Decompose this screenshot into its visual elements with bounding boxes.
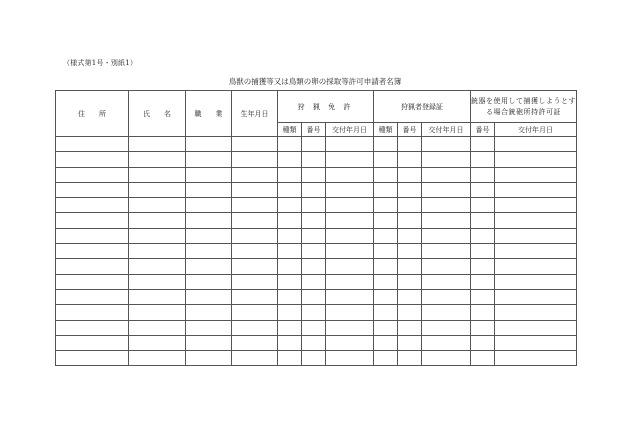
table-cell bbox=[56, 167, 129, 182]
table-cell bbox=[326, 244, 374, 259]
table-cell bbox=[186, 228, 232, 243]
table-cell bbox=[495, 198, 577, 213]
table-cell bbox=[186, 213, 232, 228]
table-cell bbox=[278, 167, 302, 182]
table-cell bbox=[495, 289, 577, 304]
table-cell bbox=[422, 228, 471, 243]
table-cell bbox=[186, 305, 232, 320]
table-cell bbox=[471, 228, 495, 243]
table-cell bbox=[471, 259, 495, 274]
table-cell bbox=[302, 320, 326, 335]
table-cell bbox=[278, 182, 302, 197]
table-cell bbox=[186, 152, 232, 167]
table-cell bbox=[129, 259, 186, 274]
header-gun-permit: 銃器を使用して捕獲しようとする場合銃砲所持許可証 bbox=[471, 91, 577, 123]
table-row bbox=[56, 320, 577, 335]
table-cell bbox=[374, 320, 398, 335]
table-cell bbox=[471, 198, 495, 213]
table-cell bbox=[232, 244, 278, 259]
table-cell bbox=[374, 244, 398, 259]
table-cell bbox=[326, 305, 374, 320]
table-cell bbox=[186, 244, 232, 259]
table-cell bbox=[495, 213, 577, 228]
table-cell bbox=[495, 274, 577, 289]
table-cell bbox=[278, 213, 302, 228]
table-cell bbox=[422, 152, 471, 167]
table-cell bbox=[326, 320, 374, 335]
applicant-register-table bbox=[55, 90, 577, 366]
table-cell bbox=[398, 305, 422, 320]
table-cell bbox=[326, 335, 374, 350]
table-cell bbox=[232, 137, 278, 152]
table-cell bbox=[422, 213, 471, 228]
table-cell bbox=[398, 198, 422, 213]
form-number-label: （様式第1号・別紙1） bbox=[63, 59, 138, 67]
table-cell bbox=[232, 305, 278, 320]
table-cell bbox=[56, 335, 129, 350]
table-cell bbox=[302, 228, 326, 243]
table-cell bbox=[278, 305, 302, 320]
table-cell bbox=[374, 305, 398, 320]
table-cell bbox=[129, 137, 186, 152]
table-cell bbox=[374, 351, 398, 366]
table-cell bbox=[398, 182, 422, 197]
table-cell bbox=[471, 213, 495, 228]
table-cell bbox=[471, 305, 495, 320]
table-cell bbox=[495, 244, 577, 259]
table-row bbox=[56, 213, 577, 228]
table-cell bbox=[471, 152, 495, 167]
document-title: 鳥獣の捕獲等又は鳥類の卵の採取等許可申請者名簿 bbox=[228, 77, 402, 86]
table-cell bbox=[422, 244, 471, 259]
table-cell bbox=[374, 167, 398, 182]
table-cell bbox=[232, 351, 278, 366]
table-cell bbox=[129, 305, 186, 320]
table-cell bbox=[56, 274, 129, 289]
table-row bbox=[56, 305, 577, 320]
table-cell bbox=[422, 305, 471, 320]
table-cell bbox=[326, 198, 374, 213]
table-cell bbox=[374, 274, 398, 289]
table-cell bbox=[56, 259, 129, 274]
table-cell bbox=[374, 213, 398, 228]
table-cell bbox=[232, 152, 278, 167]
table-cell bbox=[326, 351, 374, 366]
table-cell bbox=[471, 137, 495, 152]
subheader-registration-type: 種類 bbox=[374, 123, 398, 137]
table-cell bbox=[302, 213, 326, 228]
table-cell bbox=[495, 152, 577, 167]
table-cell bbox=[56, 198, 129, 213]
table-cell bbox=[302, 274, 326, 289]
table-cell bbox=[422, 335, 471, 350]
table-cell bbox=[326, 152, 374, 167]
table-cell bbox=[129, 213, 186, 228]
table-cell bbox=[398, 320, 422, 335]
table-cell bbox=[374, 289, 398, 304]
table-cell bbox=[422, 259, 471, 274]
table-cell bbox=[374, 182, 398, 197]
table-cell bbox=[495, 167, 577, 182]
table-cell bbox=[422, 167, 471, 182]
table-cell bbox=[471, 182, 495, 197]
header-row bbox=[56, 91, 577, 123]
table-cell bbox=[186, 320, 232, 335]
table-row bbox=[56, 259, 577, 274]
table-cell bbox=[398, 351, 422, 366]
table-row bbox=[56, 137, 577, 152]
table-cell bbox=[398, 289, 422, 304]
table-row bbox=[56, 198, 577, 213]
subheader-license-type: 種類 bbox=[278, 123, 302, 137]
table-cell bbox=[471, 274, 495, 289]
table-cell bbox=[398, 137, 422, 152]
table-cell bbox=[374, 228, 398, 243]
table-cell bbox=[186, 198, 232, 213]
table-cell bbox=[422, 198, 471, 213]
table-cell bbox=[232, 198, 278, 213]
table-cell bbox=[326, 289, 374, 304]
header-birthdate: 生年月日 bbox=[232, 91, 278, 137]
table-cell bbox=[278, 244, 302, 259]
table-cell bbox=[374, 198, 398, 213]
table-cell bbox=[129, 228, 186, 243]
table-cell bbox=[232, 320, 278, 335]
table-cell bbox=[495, 228, 577, 243]
table-cell bbox=[374, 137, 398, 152]
table-cell bbox=[495, 320, 577, 335]
table-cell bbox=[129, 289, 186, 304]
table-cell bbox=[232, 228, 278, 243]
table-cell bbox=[56, 244, 129, 259]
table-cell bbox=[326, 137, 374, 152]
table-cell bbox=[186, 274, 232, 289]
table-cell bbox=[302, 167, 326, 182]
table-cell bbox=[398, 274, 422, 289]
subheader-registration-issue-date: 交付年月日 bbox=[422, 123, 471, 137]
table-row bbox=[56, 182, 577, 197]
table-cell bbox=[186, 182, 232, 197]
table-cell bbox=[471, 244, 495, 259]
table-cell bbox=[495, 335, 577, 350]
table-cell bbox=[302, 305, 326, 320]
table-cell bbox=[471, 167, 495, 182]
header-occupation: 職 業 bbox=[186, 91, 232, 137]
table-cell bbox=[278, 351, 302, 366]
table-cell bbox=[232, 259, 278, 274]
table-cell bbox=[278, 228, 302, 243]
table-cell bbox=[56, 320, 129, 335]
table-row bbox=[56, 152, 577, 167]
table-cell bbox=[186, 137, 232, 152]
table-cell bbox=[326, 259, 374, 274]
table-cell bbox=[422, 137, 471, 152]
table-cell bbox=[232, 213, 278, 228]
table-cell bbox=[495, 137, 577, 152]
table-cell bbox=[398, 213, 422, 228]
table-cell bbox=[495, 351, 577, 366]
table-cell bbox=[326, 167, 374, 182]
table-row bbox=[56, 289, 577, 304]
table-row bbox=[56, 244, 577, 259]
table-cell bbox=[278, 152, 302, 167]
table-cell bbox=[186, 259, 232, 274]
table-cell bbox=[302, 351, 326, 366]
table-cell bbox=[129, 167, 186, 182]
subheader-license-issue-date: 交付年月日 bbox=[326, 123, 374, 137]
table-cell bbox=[232, 182, 278, 197]
table-cell bbox=[186, 167, 232, 182]
table-cell bbox=[129, 320, 186, 335]
table-cell bbox=[326, 274, 374, 289]
table-cell bbox=[186, 335, 232, 350]
table-cell bbox=[326, 213, 374, 228]
table-cell bbox=[278, 335, 302, 350]
table-cell bbox=[232, 167, 278, 182]
table-row bbox=[56, 167, 577, 182]
table-cell bbox=[129, 351, 186, 366]
table-cell bbox=[56, 289, 129, 304]
table-cell bbox=[398, 228, 422, 243]
table-cell bbox=[302, 152, 326, 167]
table-cell bbox=[232, 335, 278, 350]
table-cell bbox=[129, 335, 186, 350]
table-cell bbox=[278, 320, 302, 335]
table-cell bbox=[374, 259, 398, 274]
table-cell bbox=[302, 259, 326, 274]
table-cell bbox=[129, 274, 186, 289]
table-cell bbox=[129, 182, 186, 197]
table-row bbox=[56, 274, 577, 289]
table-cell bbox=[56, 305, 129, 320]
table-cell bbox=[302, 335, 326, 350]
subheader-registration-number: 番号 bbox=[398, 123, 422, 137]
table-cell bbox=[278, 274, 302, 289]
subheader-permit-number: 番号 bbox=[471, 123, 495, 137]
table-cell bbox=[495, 182, 577, 197]
table-cell bbox=[129, 198, 186, 213]
table-cell bbox=[186, 351, 232, 366]
table-cell bbox=[398, 152, 422, 167]
table-cell bbox=[278, 137, 302, 152]
table-cell bbox=[495, 259, 577, 274]
table-cell bbox=[422, 182, 471, 197]
table-cell bbox=[129, 152, 186, 167]
table-cell bbox=[56, 152, 129, 167]
table-cell bbox=[56, 137, 129, 152]
table-cell bbox=[56, 182, 129, 197]
subheader-license-number: 番号 bbox=[302, 123, 326, 137]
header-name: 氏 名 bbox=[129, 91, 186, 137]
table-cell bbox=[232, 289, 278, 304]
table-cell bbox=[302, 198, 326, 213]
table-row bbox=[56, 335, 577, 350]
header-hunting-license: 狩 猟 免 許 bbox=[278, 91, 374, 123]
table-cell bbox=[374, 152, 398, 167]
table-cell bbox=[278, 289, 302, 304]
table-cell bbox=[471, 351, 495, 366]
table-cell bbox=[374, 335, 398, 350]
header-address: 住 所 bbox=[56, 91, 129, 137]
table-cell bbox=[471, 320, 495, 335]
table-cell bbox=[398, 259, 422, 274]
table-cell bbox=[56, 213, 129, 228]
table-cell bbox=[422, 274, 471, 289]
table-cell bbox=[302, 182, 326, 197]
table-cell bbox=[495, 305, 577, 320]
table-cell bbox=[129, 244, 186, 259]
table-row bbox=[56, 228, 577, 243]
table-cell bbox=[422, 320, 471, 335]
table-cell bbox=[398, 335, 422, 350]
table-cell bbox=[422, 289, 471, 304]
table-cell bbox=[471, 335, 495, 350]
table-cell bbox=[422, 351, 471, 366]
table-cell bbox=[56, 228, 129, 243]
table-cell bbox=[471, 289, 495, 304]
table-cell bbox=[278, 259, 302, 274]
table-cell bbox=[186, 289, 232, 304]
header-hunter-registration: 狩猟者登録証 bbox=[374, 91, 471, 123]
table-cell bbox=[302, 137, 326, 152]
table-cell bbox=[302, 244, 326, 259]
table-row bbox=[56, 351, 577, 366]
subheader-permit-issue-date: 交付年月日 bbox=[495, 123, 577, 137]
table-cell bbox=[232, 274, 278, 289]
table-cell bbox=[278, 198, 302, 213]
table-cell bbox=[398, 244, 422, 259]
table-cell bbox=[398, 167, 422, 182]
table-cell bbox=[326, 228, 374, 243]
table-cell bbox=[326, 182, 374, 197]
table-cell bbox=[56, 351, 129, 366]
table-cell bbox=[302, 289, 326, 304]
